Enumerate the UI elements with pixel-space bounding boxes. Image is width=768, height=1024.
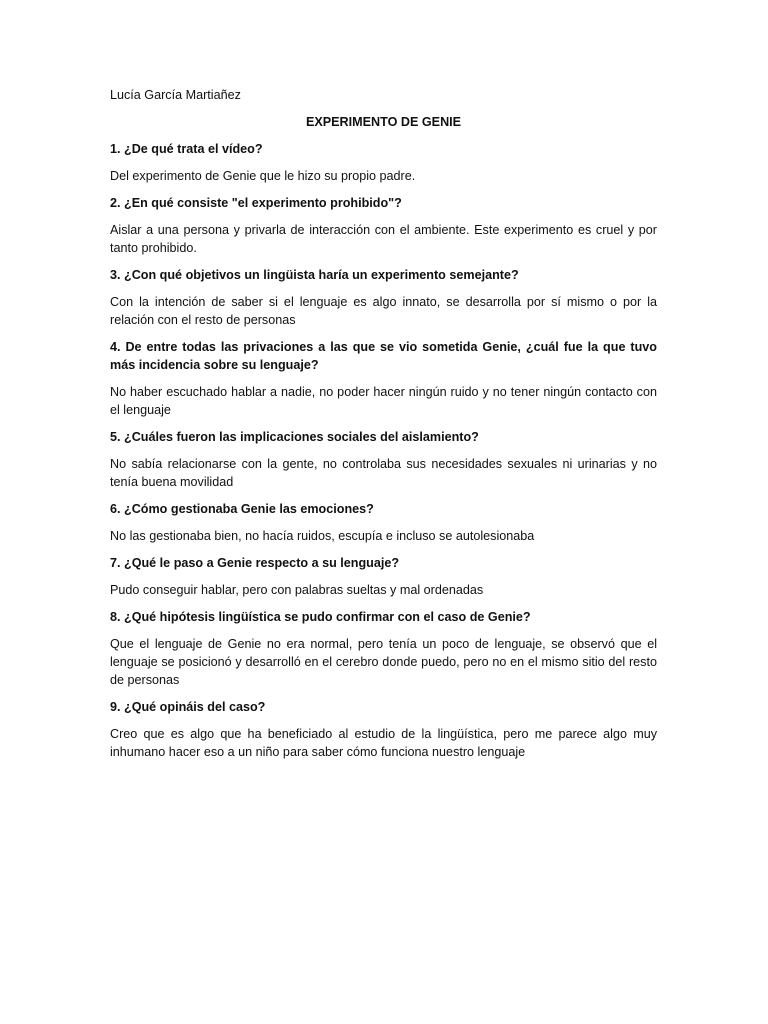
answer-2: Aislar a una persona y privarla de interacción con el ambiente. Este experimento es cruel y por tanto prohibido. (110, 223, 657, 255)
document-title: EXPERIMENTO DE GENIE (305, 115, 462, 129)
answer-7: Pudo conseguir hablar, pero con palabras sueltas y mal ordenadas (110, 583, 484, 597)
question-9: 9. ¿Qué opináis del caso? (110, 700, 266, 714)
question-3: 3. ¿Con qué objetivos un lingüista haría un experimento semejante? (110, 268, 519, 282)
answer-1: Del experimento de Genie que le hizo su propio padre. (110, 169, 416, 183)
question-6: 6. ¿Cómo gestionaba Genie las emociones? (110, 502, 374, 516)
author-name: Lucía García Martiañez (110, 88, 241, 102)
question-4: 4. De entre todas las privaciones a las que se vio sometida Genie, ¿cuál fue la que tuvo más incidencia sobre su lenguaje? (110, 340, 657, 372)
answer-9: Creo que es algo que ha beneficiado al estudio de la lingüística, pero me parece algo muy inhumano hacer eso a un niño para saber cómo funciona nuestro lenguaje (110, 727, 657, 759)
question-7: 7. ¿Qué le paso a Genie respecto a su lenguaje? (110, 556, 400, 570)
answer-8: Que el lenguaje de Genie no era normal, pero tenía un poco de lenguaje, se observó que el lenguaje se posicionó y desarrolló en el cerebro donde puedo, pero no en el mismo sitio del resto de personas (110, 637, 657, 687)
question-2: 2. ¿En qué consiste "el experimento prohibido"? (110, 196, 402, 210)
question-8: 8. ¿Qué hipótesis lingüística se pudo confirmar con el caso de Genie? (110, 610, 531, 624)
answer-6: No las gestionaba bien, no hacía ruidos, escupía e incluso se autolesionaba (110, 529, 535, 543)
answer-4: No haber escuchado hablar a nadie, no poder hacer ningún ruido y no tener ningún contacto con el lenguaje (110, 385, 657, 417)
answer-3: Con la intención de saber si el lenguaje es algo innato, se desarrolla por sí mismo o por la relación con el resto de personas (110, 295, 657, 327)
document-page (110, 86, 657, 770)
answer-5: No sabía relacionarse con la gente, no controlaba sus necesidades sexuales ni urinarias y no tenía buena movilidad (110, 457, 657, 489)
question-1: 1. ¿De qué trata el vídeo? (110, 142, 263, 156)
question-5: 5. ¿Cuáles fueron las implicaciones sociales del aislamiento? (110, 430, 479, 444)
